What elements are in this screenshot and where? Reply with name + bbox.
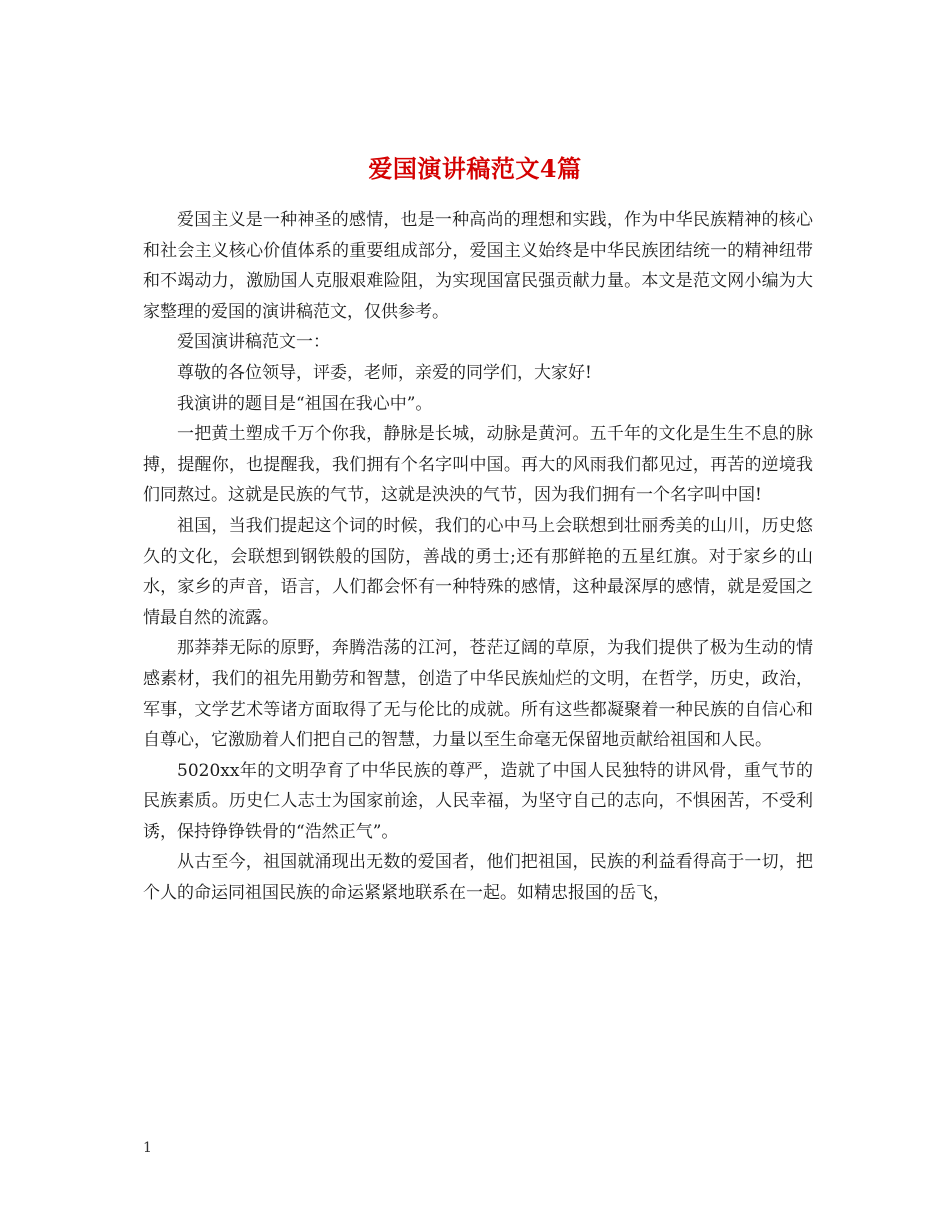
paragraph-section-heading: 爱国演讲稿范文一： <box>177 332 330 353</box>
document-body <box>143 205 813 909</box>
paragraph-body: 祖国，当我们提起这个词的时候，我们的心中马上会联想到壮丽秀美的山川，历史悠久的文化，会联想到钢铁般的国防，善战的勇士;还有那鲜艳的五星红旗。对于家乡的山水，家乡的声音，语言，人们都会怀有一种特殊的感情，这种最深厚的感情，就是爱国之情最自然的流露。 <box>143 515 813 628</box>
paragraph-body: 那莽莽无际的原野，奔腾浩荡的江河，苍茫辽阔的草原，为我们提供了极为生动的情感素材，我们的祖先用勤劳和智慧，创造了中华民族灿烂的文明，在哲学，历史，政治，军事，文学艺术等诸方面取得了无与伦比的成就。所有这些都凝聚着一种民族的自信心和自尊心，它激励着人们把自己的智慧，力量以至生命毫无保留地贡献给祖国和人民。 <box>143 638 813 751</box>
document-title: 爱国演讲稿范文4篇 <box>368 154 582 184</box>
paragraph-body: 一把黄土塑成千万个你我，静脉是长城，动脉是黄河。五千年的文化是生生不息的脉搏，提醒你，也提醒我，我们拥有个名字叫中国。再大的风雨我们都见过，再苦的逆境我们同熬过。这就是民族的气节，这就是泱泱的气节，因为我们拥有一个名字叫中国! <box>143 424 813 506</box>
paragraph-body: 5020xx年的文明孕育了中华民族的尊严，造就了中国人民独特的讲风骨，重气节的民族素质。历史仁人志士为国家前途，人民幸福，为坚守自己的志向，不惧困苦，不受利诱，保持铮铮铁骨的“浩然正气”。 <box>143 760 813 842</box>
paragraph-intro: 爱国主义是一种神圣的感情，也是一种高尚的理想和实践，作为中华民族精神的核心和社会主义核心价值体系的重要组成部分，爱国主义始终是中华民族团结统一的精神纽带和不竭动力，激励国人克服艰难险阻，为实现国富民强贡献力量。本文是范文网小编为大家整理的爱国的演讲稿范文，仅供参考。 <box>143 210 813 322</box>
paragraph-greeting: 尊敬的各位领导，评委，老师，亲爱的同学们，大家好! <box>177 362 592 383</box>
page-number: 1 <box>143 1140 152 1156</box>
paragraph-body: 从古至今，祖国就涌现出无数的爱国者，他们把祖国，民族的利益看得高于一切，把个人的命运同祖国民族的命运紧紧地联系在一起。如精忠报国的岳飞， <box>143 852 813 904</box>
paragraph-speech-topic: 我演讲的题目是“祖国在我心中”。 <box>177 393 433 414</box>
